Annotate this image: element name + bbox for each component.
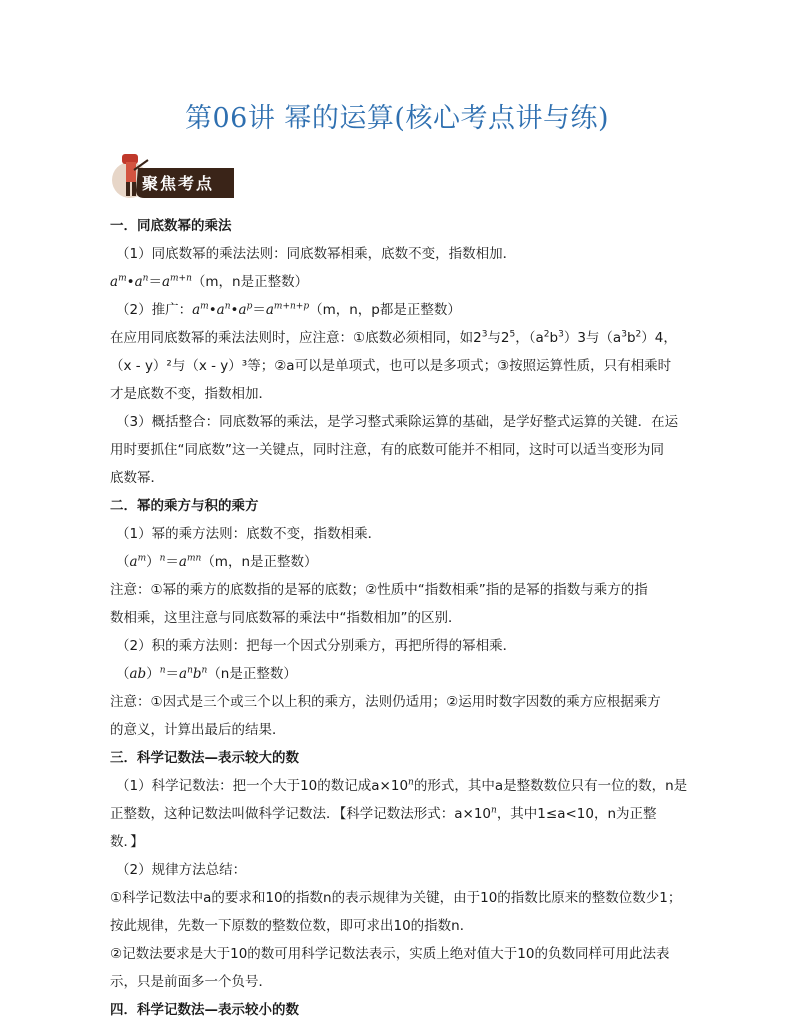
s2-rule-1: （1）幂的乘方法则：底数不变，指数相乘． [116,526,382,542]
focus-badge-label: 聚焦考点 [142,174,215,193]
page-title: 第06讲 幂的运算(核心考点讲与练) [184,103,609,134]
s3-def-c: 正整数，这种记数法叫做科学记数法．【科学记数法形式：a×10 [110,806,492,822]
s1-formula-2-note: （m，n，p都是正整数） [309,302,461,318]
s3-summary-1-line-1: ①科学记数法中a的要求和10的指数n的表示规律为关键，由于10的指数比原来的整数位数少1； [110,890,682,906]
s3-summary-title: （2）规律方法总结： [116,862,247,878]
s1-note-g: ）4， [641,330,677,346]
s2-note-2-line-1: 注意：①因式是三个或三个以上积的乘方，法则仍适用；②运用时数字因数的乘方应根据乘方 [110,694,661,710]
s3-def-b: 的形式，其中a是整数数位只有一位的数，n是 [413,778,688,794]
section-heading-4: 四．科学记数法—表示较小的数 [110,1002,299,1018]
s3-def-line-2: 正整数，这种记数法叫做科学记数法．【科学记数法形式：$a\times 10^n$，其中1≤a<10，n为正整 [110,805,657,822]
s1-rule: （1）同底数幂的乘法法则：同底数幂相乘，底数不变，指数相加． [116,246,517,262]
s1-summary-line-1: （3）概括整合：同底数幂的乘法，是学习整式乘除运算的基础，是学好整式运算的关键．在运 [116,414,679,430]
s2-note-1-line-2: 数相乘，这里注意与同底数幂的乘法中“指数相加”的区别． [110,610,462,626]
s2-formula-1: $(a^m)^n=a^{mn}(m$，n是正整数） [116,553,318,570]
s1-note-f: b [626,330,636,346]
s1-note-a: 在应用同底数幂的乘法法则时，应注意：①底数必须相同，如2 [110,330,482,346]
s1-note-line-1: 在应用同底数幂的乘法法则时，应注意：①底数必须相同，如$2^3$与$2^5$，$(a^2b^3)3$与$(a^3b^2)4$， [110,329,677,346]
s1-summary-line-3: 底数幂． [110,470,164,486]
s3-summary-1-line-2: 按此规律，先数一下原数的整数位数，即可求出10的指数n． [110,918,474,934]
s1-note-c: ，（a [515,330,544,346]
s2-formula-2: $(ab)^n=a^nb^n(n$是正整数） [116,665,297,682]
s2-formula-2-note: （n是正整数） [207,666,297,682]
s1-formula-1-note: （m，n是正整数） [191,274,309,290]
section-heading-1: 一．同底数幂的乘法 [110,218,232,234]
s1-note-e: ）3与（a [563,330,622,346]
s1-note-line-2: （x - y）²与（x - y）³等；②a可以是单项式，也可以是多项式；③按照运算性质，只有相乘时 [110,358,672,374]
s2-rule-2: （2）积的乘方法则：把每一个因式分别乘方，再把所得的幂相乘． [116,638,517,654]
s1-summary-line-2: 用时要抓住“同底数”这一关键点，同时注意，有的底数可能并不相同，这时可以适当变形为同 [110,442,664,458]
section-heading-2: 二．幂的乘方与积的乘方 [110,498,259,514]
s1-formula-2-prefix: （2）推广： [116,302,193,318]
s1-formula-1: $a^m•a^n=a^{m+n}(m$，n是正整数） [110,273,309,290]
s1-note-b: 与2 [487,330,510,346]
s1-note-d: b [549,330,559,346]
s3-def-line-3: 数．】 [110,834,144,850]
s2-note-1-line-1: 注意：①幂的乘方的底数指的是幂的底数；②性质中“指数相乘”指的是幂的指数与乘方的指 [110,582,648,598]
s3-summary-2-line-2: 示，只是前面多一个负号． [110,974,272,990]
s3-def-a: （1）科学记数法：把一个大于10的数记成a×10 [116,778,409,794]
s2-note-2-line-2: 的意义，计算出最后的结果． [110,722,286,738]
content-body [110,212,690,1024]
s2-formula-1-note: （m，n是正整数） [201,554,318,570]
s1-note-line-3: 才是底数不变，指数相加． [110,386,272,402]
s3-def-line-1: （1）科学记数法：把一个大于10的数记成$a\times 10^n$的形式，其中a是整数数位只有一位的数，n是 [116,777,688,794]
s3-summary-2-line-1: ②记数法要求是大于10的数可用科学记数法表示，实质上绝对值大于10的负数同样可用此法表 [110,946,670,962]
s1-formula-2: （2）推广：$a^m•a^n•a^p=a^{m+n+p}(m$，n，p都是正整数） [116,301,461,318]
section-heading-3: 三．科学记数法—表示较大的数 [110,750,299,766]
s3-def-d: ，其中1≤a<10，n为正整 [496,806,657,822]
